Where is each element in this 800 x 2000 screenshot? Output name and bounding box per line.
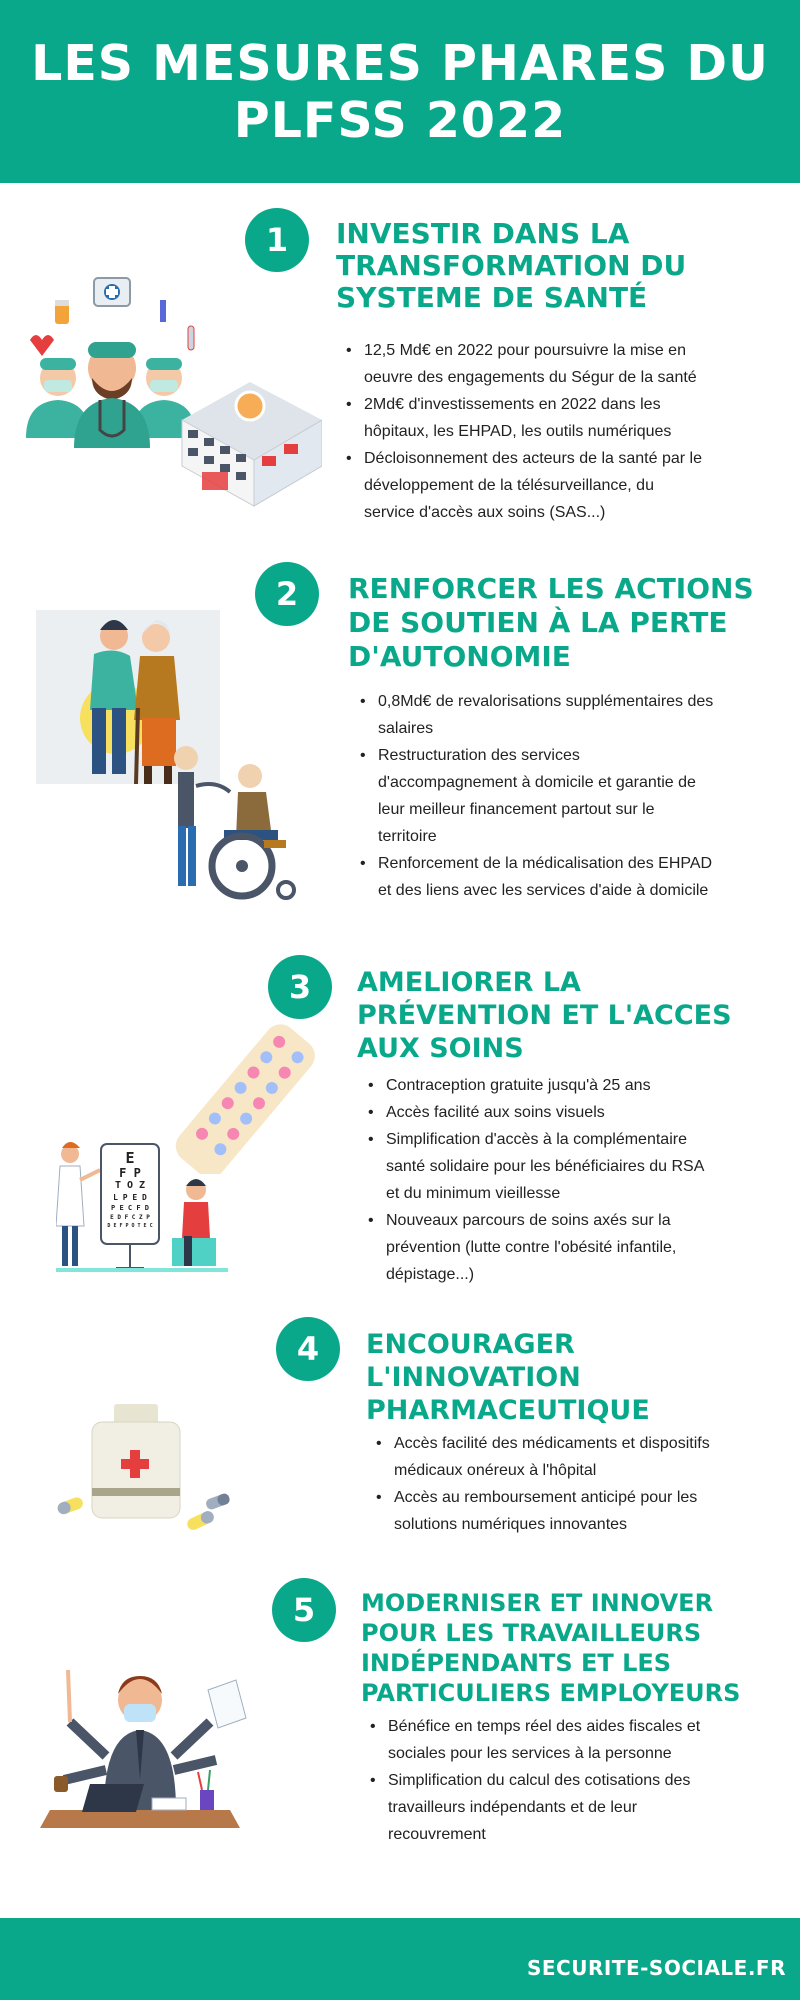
eye-chart-text: E F P T O Z L P E D P E C F D E D F C Z P D E F P O T E C <box>107 1149 153 1229</box>
list-item: • 2Md€ d'investissements en 2022 dans les hôpitaux, les EHPAD, les outils numériques <box>344 391 702 445</box>
list-item: • Contraception gratuite jusqu'à 25 ans <box>366 1072 704 1099</box>
list-item: • Accès au remboursement anticipé pour les solutions numériques innovantes <box>374 1484 710 1538</box>
list-item: • Décloisonnement des acteurs de la santé par le développement de la télésurveillance, du service d'accès aux soins (SAS...) <box>344 445 702 526</box>
multitasking-worker-illustration <box>40 1660 250 1840</box>
page-title: LES MESURES PHARES DU PLFSS 2022 <box>31 34 769 149</box>
list-item: • Nouveaux parcours de soins axés sur la prévention (lutte contre l'obésité infantile, dépistage...) <box>366 1207 704 1288</box>
section-title: ENCOURAGER L'INNOVATION PHARMACEUTIQUE <box>366 1329 650 1426</box>
list-item: • Simplification d'accès à la complémentaire santé solidaire pour les bénéficiaires du RSA et du minimum vieillesse <box>366 1126 704 1207</box>
section-title: RENFORCER LES ACTIONS DE SOUTIEN À LA PERTE D'AUTONOMIE <box>348 572 754 673</box>
list-item: • Simplification du calcul des cotisations des travailleurs indépendants et de leur recouvrement <box>368 1767 700 1848</box>
list-item: • Accès facilité des médicaments et dispositifs médicaux onéreux à l'hôpital <box>374 1430 710 1484</box>
section-number-badge: 5 <box>272 1578 336 1642</box>
section-number-badge: 4 <box>276 1317 340 1381</box>
list-item: • Bénéfice en temps réel des aides fiscales et sociales pour les services à la personne <box>368 1713 700 1767</box>
section-number-badge: 2 <box>255 562 319 626</box>
page-footer <box>0 1918 800 2000</box>
list-item: • Restructuration des services d'accompagnement à domicile et garantie de leur meilleur financement partout sur le territoire <box>358 742 713 850</box>
section-number-badge: 1 <box>245 208 309 272</box>
section-title: INVESTIR DANS LA TRANSFORMATION DU SYSTEME DE SANTÉ <box>336 217 687 314</box>
list-item: • Accès facilité aux soins visuels <box>366 1099 704 1126</box>
list-item: • 12,5 Md€ en 2022 pour poursuivre la mise en oeuvre des engagements du Ségur de la santé <box>344 337 702 391</box>
section-title: MODERNISER ET INNOVER POUR LES TRAVAILLEURS INDÉPENDANTS ET LES PARTICULIERS EMPLOYEURS <box>361 1589 741 1707</box>
bullet-list <box>368 1713 700 1848</box>
section-title: AMELIORER LA PRÉVENTION ET L'ACCES AUX SOINS <box>357 967 732 1064</box>
section-number-badge: 3 <box>268 955 332 1019</box>
footer-site-link[interactable]: SECURITE-SOCIALE.FR <box>526 1956 786 1980</box>
list-item: • Renforcement de la médicalisation des EHPAD et des liens avec les services d'aide à domicile <box>358 850 713 904</box>
list-item: • 0,8Md€ de revalorisations supplémentaires des salaires <box>358 688 713 742</box>
